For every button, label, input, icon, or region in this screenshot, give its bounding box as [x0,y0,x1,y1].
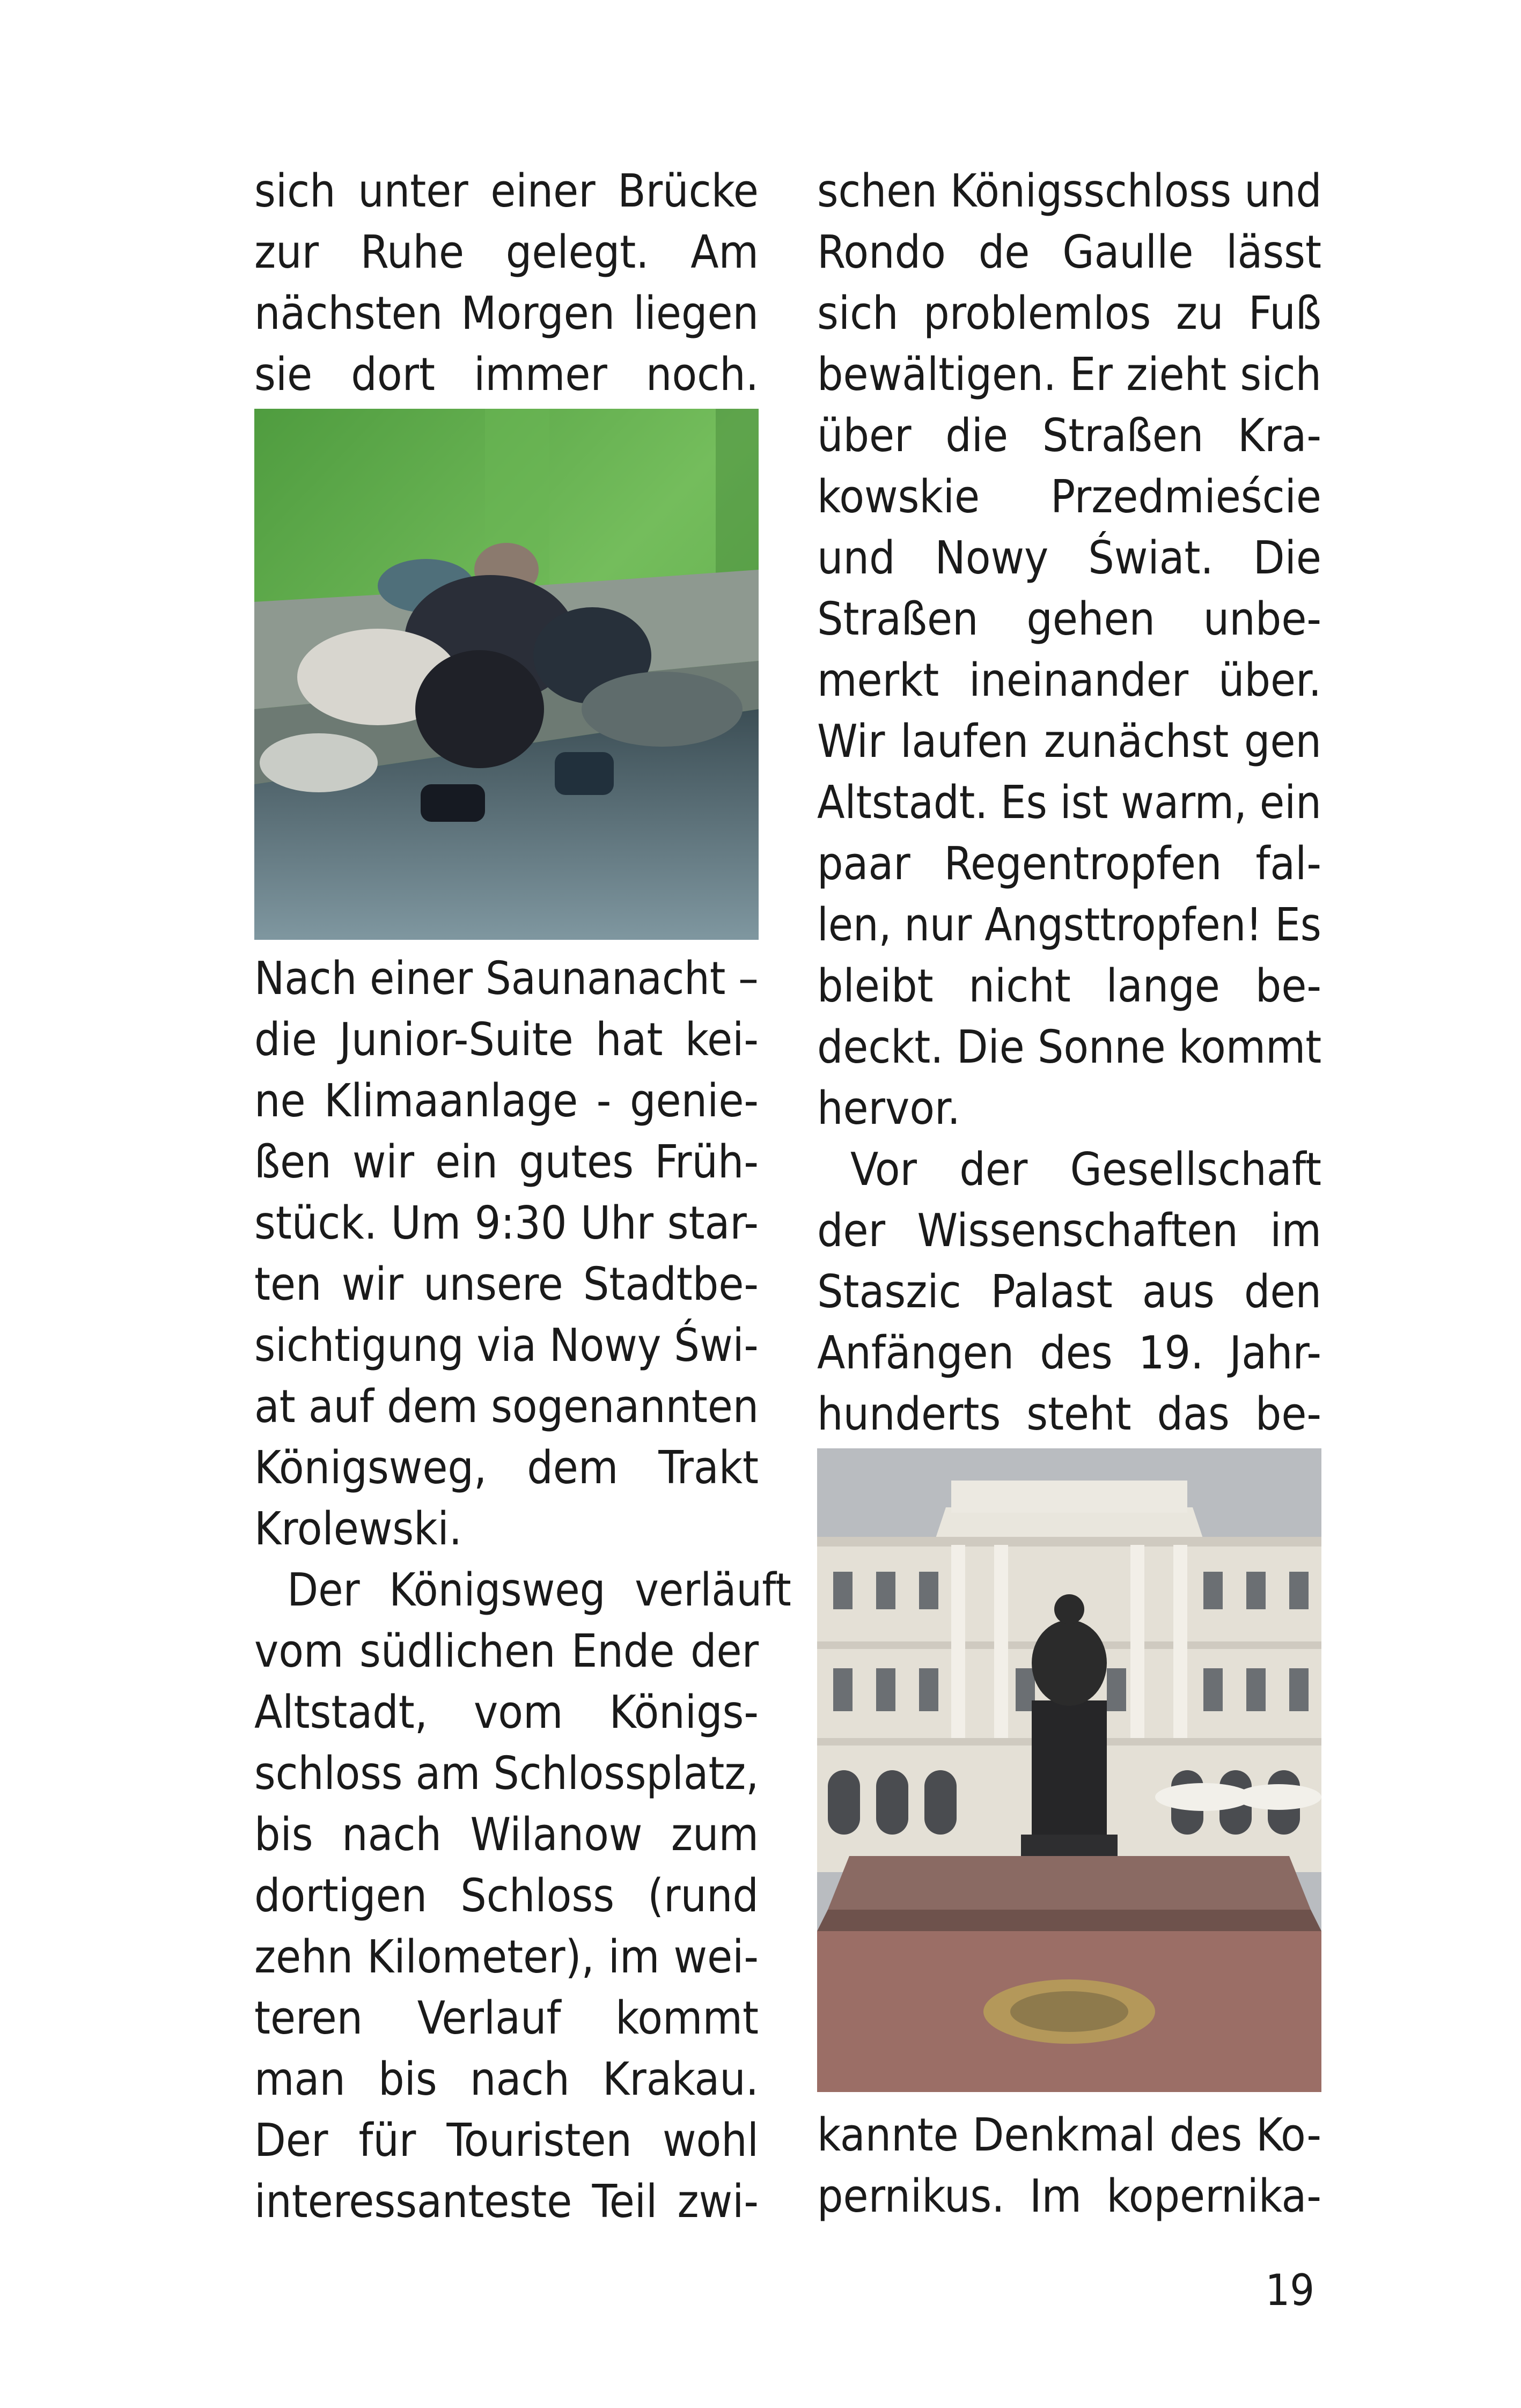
text-line: paar Regentropfen fal- [817,837,1321,890]
text-line: vom südlichen Ende der [254,1625,759,1678]
text-line: merkt ineinander über. [817,654,1321,707]
text-line: Altstadt. Es ist warm, ein [817,776,1321,829]
photo-copernicus-monument [817,1448,1321,2092]
text-line: hunderts steht das be- [817,1388,1321,1441]
text-line: bis nach Wilanow zum [254,1808,759,1861]
text-line: ßen wir ein gutes Früh- [254,1136,759,1189]
text-line: Der für Touristen wohl [254,2114,759,2167]
text-line: stück. Um 9:30 Uhr star- [254,1197,759,1250]
left-text-before-photo [254,161,759,406]
right-column [817,161,1321,2227]
text-line: Straßen gehen unbe- [817,593,1321,646]
text-line: kannte Denkmal des Ko- [817,2109,1321,2162]
text-line: Wir laufen zunächst gen [817,715,1321,768]
text-line: teren Verlauf kommt [254,1992,759,2045]
text-line: bewältigen. Er zieht sich [817,348,1321,401]
text-line: und Nowy Świat. Die [817,532,1321,585]
left-column [254,161,791,2233]
text-line: Staszic Palast aus den [817,1265,1321,1319]
text-line: der Wissenschaften im [817,1204,1321,1257]
text-line: sie dort immer noch. [254,348,759,401]
text-line: hervor. [817,1082,960,1135]
text-line: len, nur Angsttropfen! Es [817,899,1321,952]
text-line: Königsweg, dem Trakt [254,1441,759,1494]
text-line: schloss am Schlossplatz, [254,1747,759,1800]
text-line: nächsten Morgen liegen [254,287,759,340]
right-text-after-photo [817,2105,1321,2227]
photo-homeless-under-bridge [254,409,759,940]
text-line: ne Klimaanlage - genie- [254,1074,759,1128]
text-line: sichtigung via Nowy Świ- [254,1319,759,1372]
text-line: über die Straßen Kra- [817,409,1321,462]
text-line: man bis nach Krakau. [254,2053,759,2106]
text-line: Nach einer Saunanacht – [254,952,759,1005]
text-line: Vor der Gesellschaft [850,1143,1321,1196]
page-number: 19 [1265,2265,1314,2315]
text-line: at auf dem sogenannten [254,1380,759,1433]
text-line: Der Königsweg verläuft [287,1564,791,1617]
text-line: Anfängen des 19. Jahr- [817,1327,1321,1380]
text-line: zehn Kilometer), im wei- [254,1931,759,1984]
text-line: kowskie Przedmieście [817,470,1321,524]
text-line: Rondo de Gaulle lässt [817,226,1321,279]
text-line: schen Königsschloss und [817,165,1322,218]
text-line: sich problemlos zu Fuß [817,287,1321,340]
text-line: deckt. Die Sonne kommt [817,1021,1322,1074]
text-line: die Junior-Suite hat kei- [254,1013,759,1066]
right-paragraph-route [817,161,1321,1139]
text-line: Altstadt, vom Königs- [254,1686,759,1739]
text-line: interessanteste Teil zwi- [254,2175,759,2228]
right-paragraph-staszic [817,1139,1321,1445]
left-text-after-photo [254,948,759,1560]
text-line: ten wir unsere Stadtbe- [254,1258,759,1311]
text-line: bleibt nicht lange be- [817,960,1321,1013]
text-line: dortigen Schloss (rund [254,1869,759,1923]
text-line: sich unter einer Brücke [254,165,759,218]
text-line: Krolewski. [254,1503,462,1556]
left-paragraph-koenigsweg [254,1560,791,2233]
text-line: pernikus. Im kopernika- [817,2170,1321,2223]
text-line: zur Ruhe gelegt. Am [254,226,759,279]
